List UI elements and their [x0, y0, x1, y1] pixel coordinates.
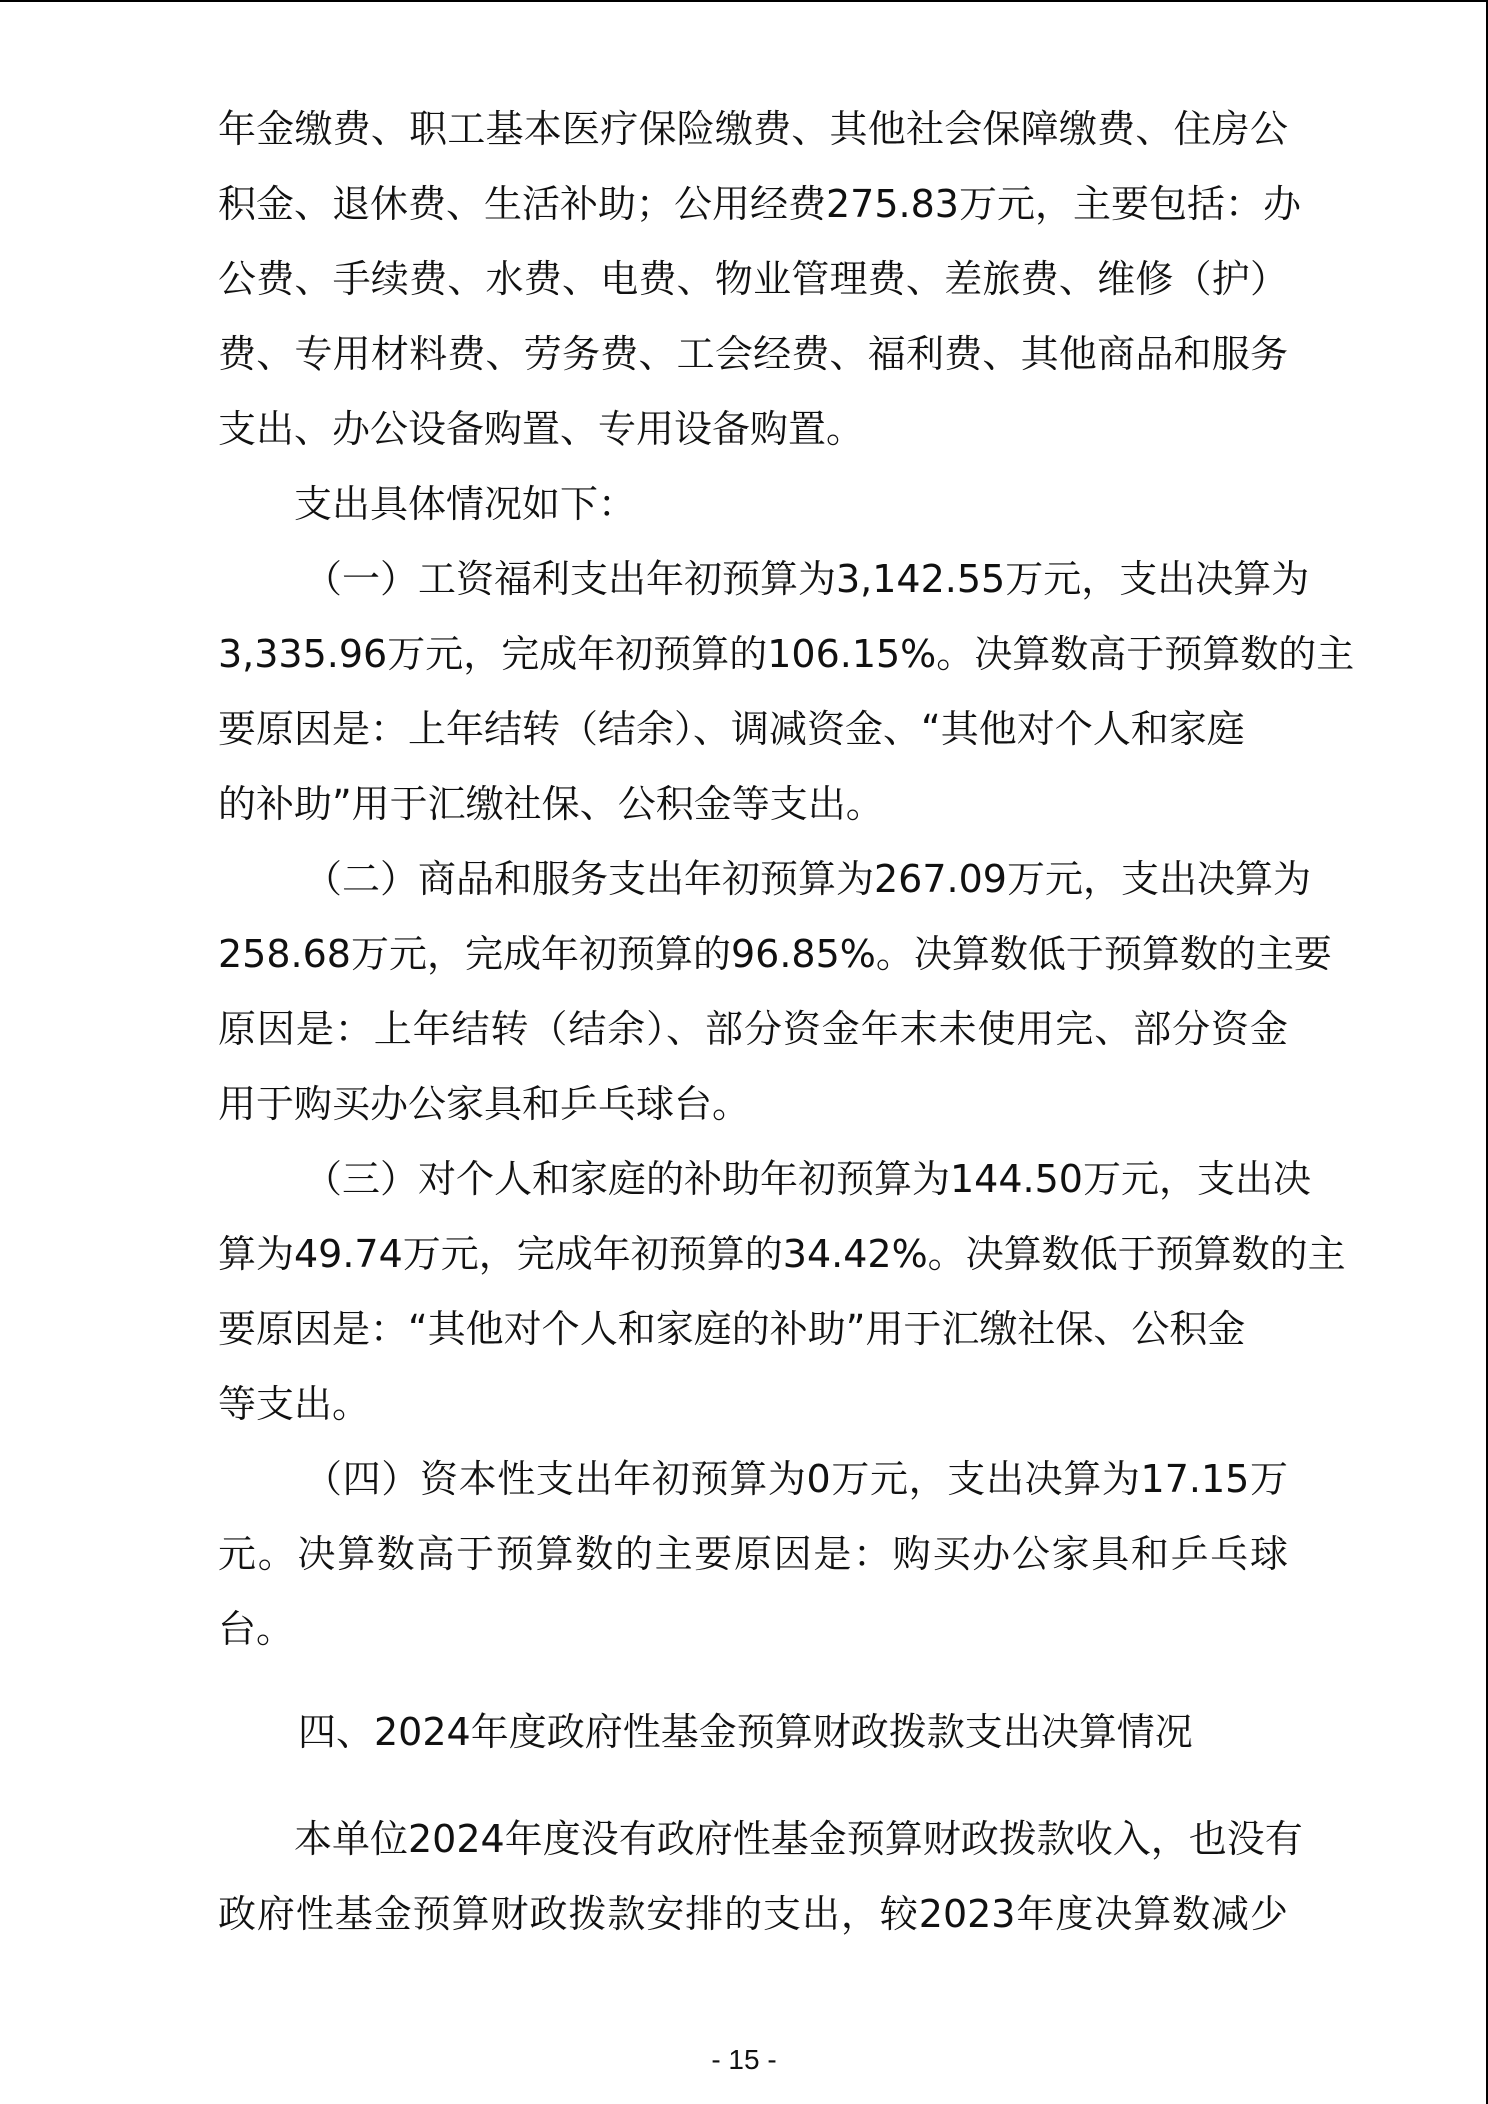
page-border-top — [0, 0, 1488, 2]
text-line: 支出具体情况如下： — [294, 482, 637, 526]
text-line: 3,335.96万元，完成年初预算的106.15%。决算数高于预算数的主 — [218, 632, 1355, 676]
text-line: （一）工资福利支出年初预算为3,142.55万元，支出决算为 — [304, 557, 1310, 601]
text-line: （二）商品和服务支出年初预算为267.09万元，支出决算为 — [304, 857, 1311, 901]
text-line: 要原因是：上年结转（结余）、调减资金、“其他对个人和家庭 — [218, 707, 1245, 751]
text-line: 元。决算数高于预算数的主要原因是：购买办公家具和乒乓球 — [218, 1532, 1288, 1576]
text-line: 积金、退休费、生活补助；公用经费275.83万元，主要包括：办 — [218, 182, 1301, 226]
paragraph-item-subsidies — [218, 1142, 1346, 1442]
paragraph-item-salary — [218, 542, 1355, 842]
text-line: （三）对个人和家庭的补助年初预算为144.50万元，支出决 — [304, 1157, 1311, 1201]
text-line: 用于购买办公家具和乒乓球台。 — [218, 1082, 751, 1126]
text-line: 要原因是：“其他对个人和家庭的补助”用于汇缴社保、公积金 — [218, 1307, 1246, 1351]
text-line: （四）资本性支出年初预算为0万元，支出决算为17.15万 — [304, 1457, 1288, 1501]
text-line: 258.68万元，完成年初预算的96.85%。决算数低于预算数的主要 — [218, 932, 1332, 976]
page-number: - 15 - — [711, 2044, 777, 2075]
text-line: 公费、手续费、水费、电费、物业管理费、差旅费、维修（护） — [218, 257, 1288, 301]
text-line: 费、专用材料费、劳务费、工会经费、福利费、其他商品和服务 — [218, 332, 1288, 376]
text-line: 算为49.74万元，完成年初预算的34.42%。决算数低于预算数的主 — [218, 1232, 1346, 1276]
text-line: 年金缴费、职工基本医疗保险缴费、其他社会保障缴费、住房公 — [218, 107, 1288, 151]
paragraph-item-capital — [218, 1442, 1288, 1667]
text-line: 的补助”用于汇缴社保、公积金等支出。 — [218, 782, 884, 826]
text-line: 政府性基金预算财政拨款安排的支出，较2023年度决算数减少 — [218, 1892, 1288, 1936]
paragraph-expense-breakdown — [218, 92, 1301, 467]
text-line: 原因是：上年结转（结余）、部分资金年末未使用完、部分资金 — [218, 1007, 1288, 1051]
text-line: 等支出。 — [218, 1382, 371, 1426]
text-line: 台。 — [218, 1607, 295, 1651]
paragraph-intro — [218, 467, 1288, 542]
paragraph-government-fund — [218, 1802, 1303, 1952]
text-line: 支出、办公设备购置、专用设备购置。 — [218, 407, 865, 451]
paragraph-item-goods-services — [218, 842, 1332, 1142]
section-heading: 四、2024年度政府性基金预算财政拨款支出决算情况 — [298, 1710, 1193, 1754]
text-line: 本单位2024年度没有政府性基金预算财政拨款收入，也没有 — [294, 1817, 1303, 1861]
document-page — [218, 92, 1355, 1952]
